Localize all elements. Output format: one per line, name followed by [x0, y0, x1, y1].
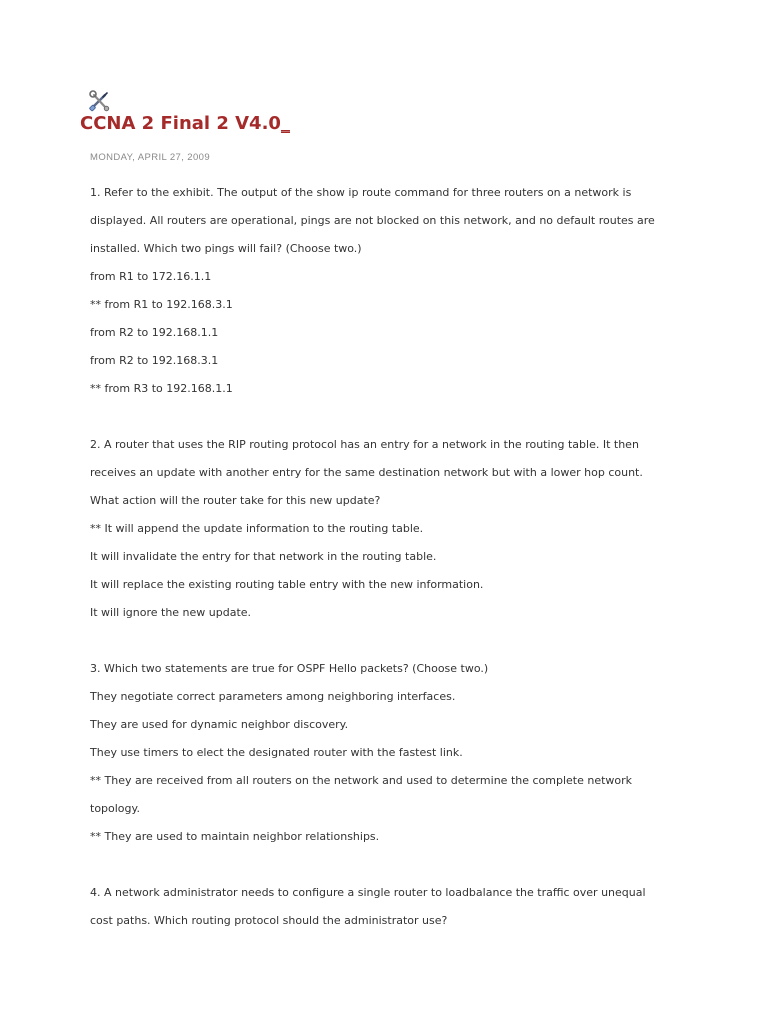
- question-2-line-3: What action will the router take for this new update?: [90, 494, 381, 507]
- question-3-line-1: 3. Which two statements are true for OSPF Hello packets? (Choose two.): [90, 662, 489, 675]
- question-2-answer: It will invalidate the entry for that network in the routing table.: [90, 550, 437, 563]
- question-1-line-3: installed. Which two pings will fail? (Choose two.): [90, 242, 362, 255]
- post-title[interactable]: [80, 113, 290, 134]
- question-3-answer: ** They are received from all routers on the network and used to determine the complete network: [90, 774, 633, 787]
- question-2-answer: It will ignore the new update.: [90, 606, 252, 619]
- paragraph-gap: [90, 627, 690, 655]
- post-title-text: CCNA 2 Final 2 V4.0: [80, 113, 281, 134]
- tools-icon: [88, 90, 110, 112]
- question-3-answer: They negotiate correct parameters among neighboring interfaces.: [90, 690, 456, 703]
- question-3-answer: ** They are used to maintain neighbor relationships.: [90, 830, 380, 843]
- question-1-answer: from R2 to 192.168.3.1: [90, 354, 219, 367]
- question-2-answer: ** It will append the update information to the routing table.: [90, 522, 424, 535]
- question-1-answer: from R1 to 172.16.1.1: [90, 270, 212, 283]
- question-1-answer: ** from R1 to 192.168.3.1: [90, 298, 233, 311]
- question-2-line-1: 2. A router that uses the RIP routing protocol has an entry for a network in the routing table. It then: [90, 438, 639, 451]
- post-date: MONDAY, APRIL 27, 2009: [90, 152, 211, 163]
- question-1-line-1: 1. Refer to the exhibit. The output of the show ip route command for three routers on a network is: [90, 186, 632, 199]
- question-3-answer: topology.: [90, 802, 140, 815]
- question-2-answer: It will replace the existing routing table entry with the new information.: [90, 578, 484, 591]
- post-title-suffix: _: [280, 113, 290, 134]
- paragraph-gap: [90, 851, 690, 879]
- post-body: [90, 179, 690, 935]
- paragraph-gap: [90, 403, 690, 431]
- question-3-answer: They use timers to elect the designated router with the fastest link.: [90, 746, 463, 759]
- question-4-line-1: 4. A network administrator needs to configure a single router to loadbalance the traffic over unequal: [90, 886, 646, 899]
- question-4-line-2: cost paths. Which routing protocol should the administrator use?: [90, 914, 448, 927]
- question-1-answer: from R2 to 192.168.1.1: [90, 326, 219, 339]
- question-1-line-2: displayed. All routers are operational, pings are not blocked on this network, and no default routes are: [90, 214, 655, 227]
- question-3-answer: They are used for dynamic neighbor discovery.: [90, 718, 349, 731]
- question-1-answer: ** from R3 to 192.168.1.1: [90, 382, 233, 395]
- question-2-line-2: receives an update with another entry for the same destination network but with a lower hop count.: [90, 466, 643, 479]
